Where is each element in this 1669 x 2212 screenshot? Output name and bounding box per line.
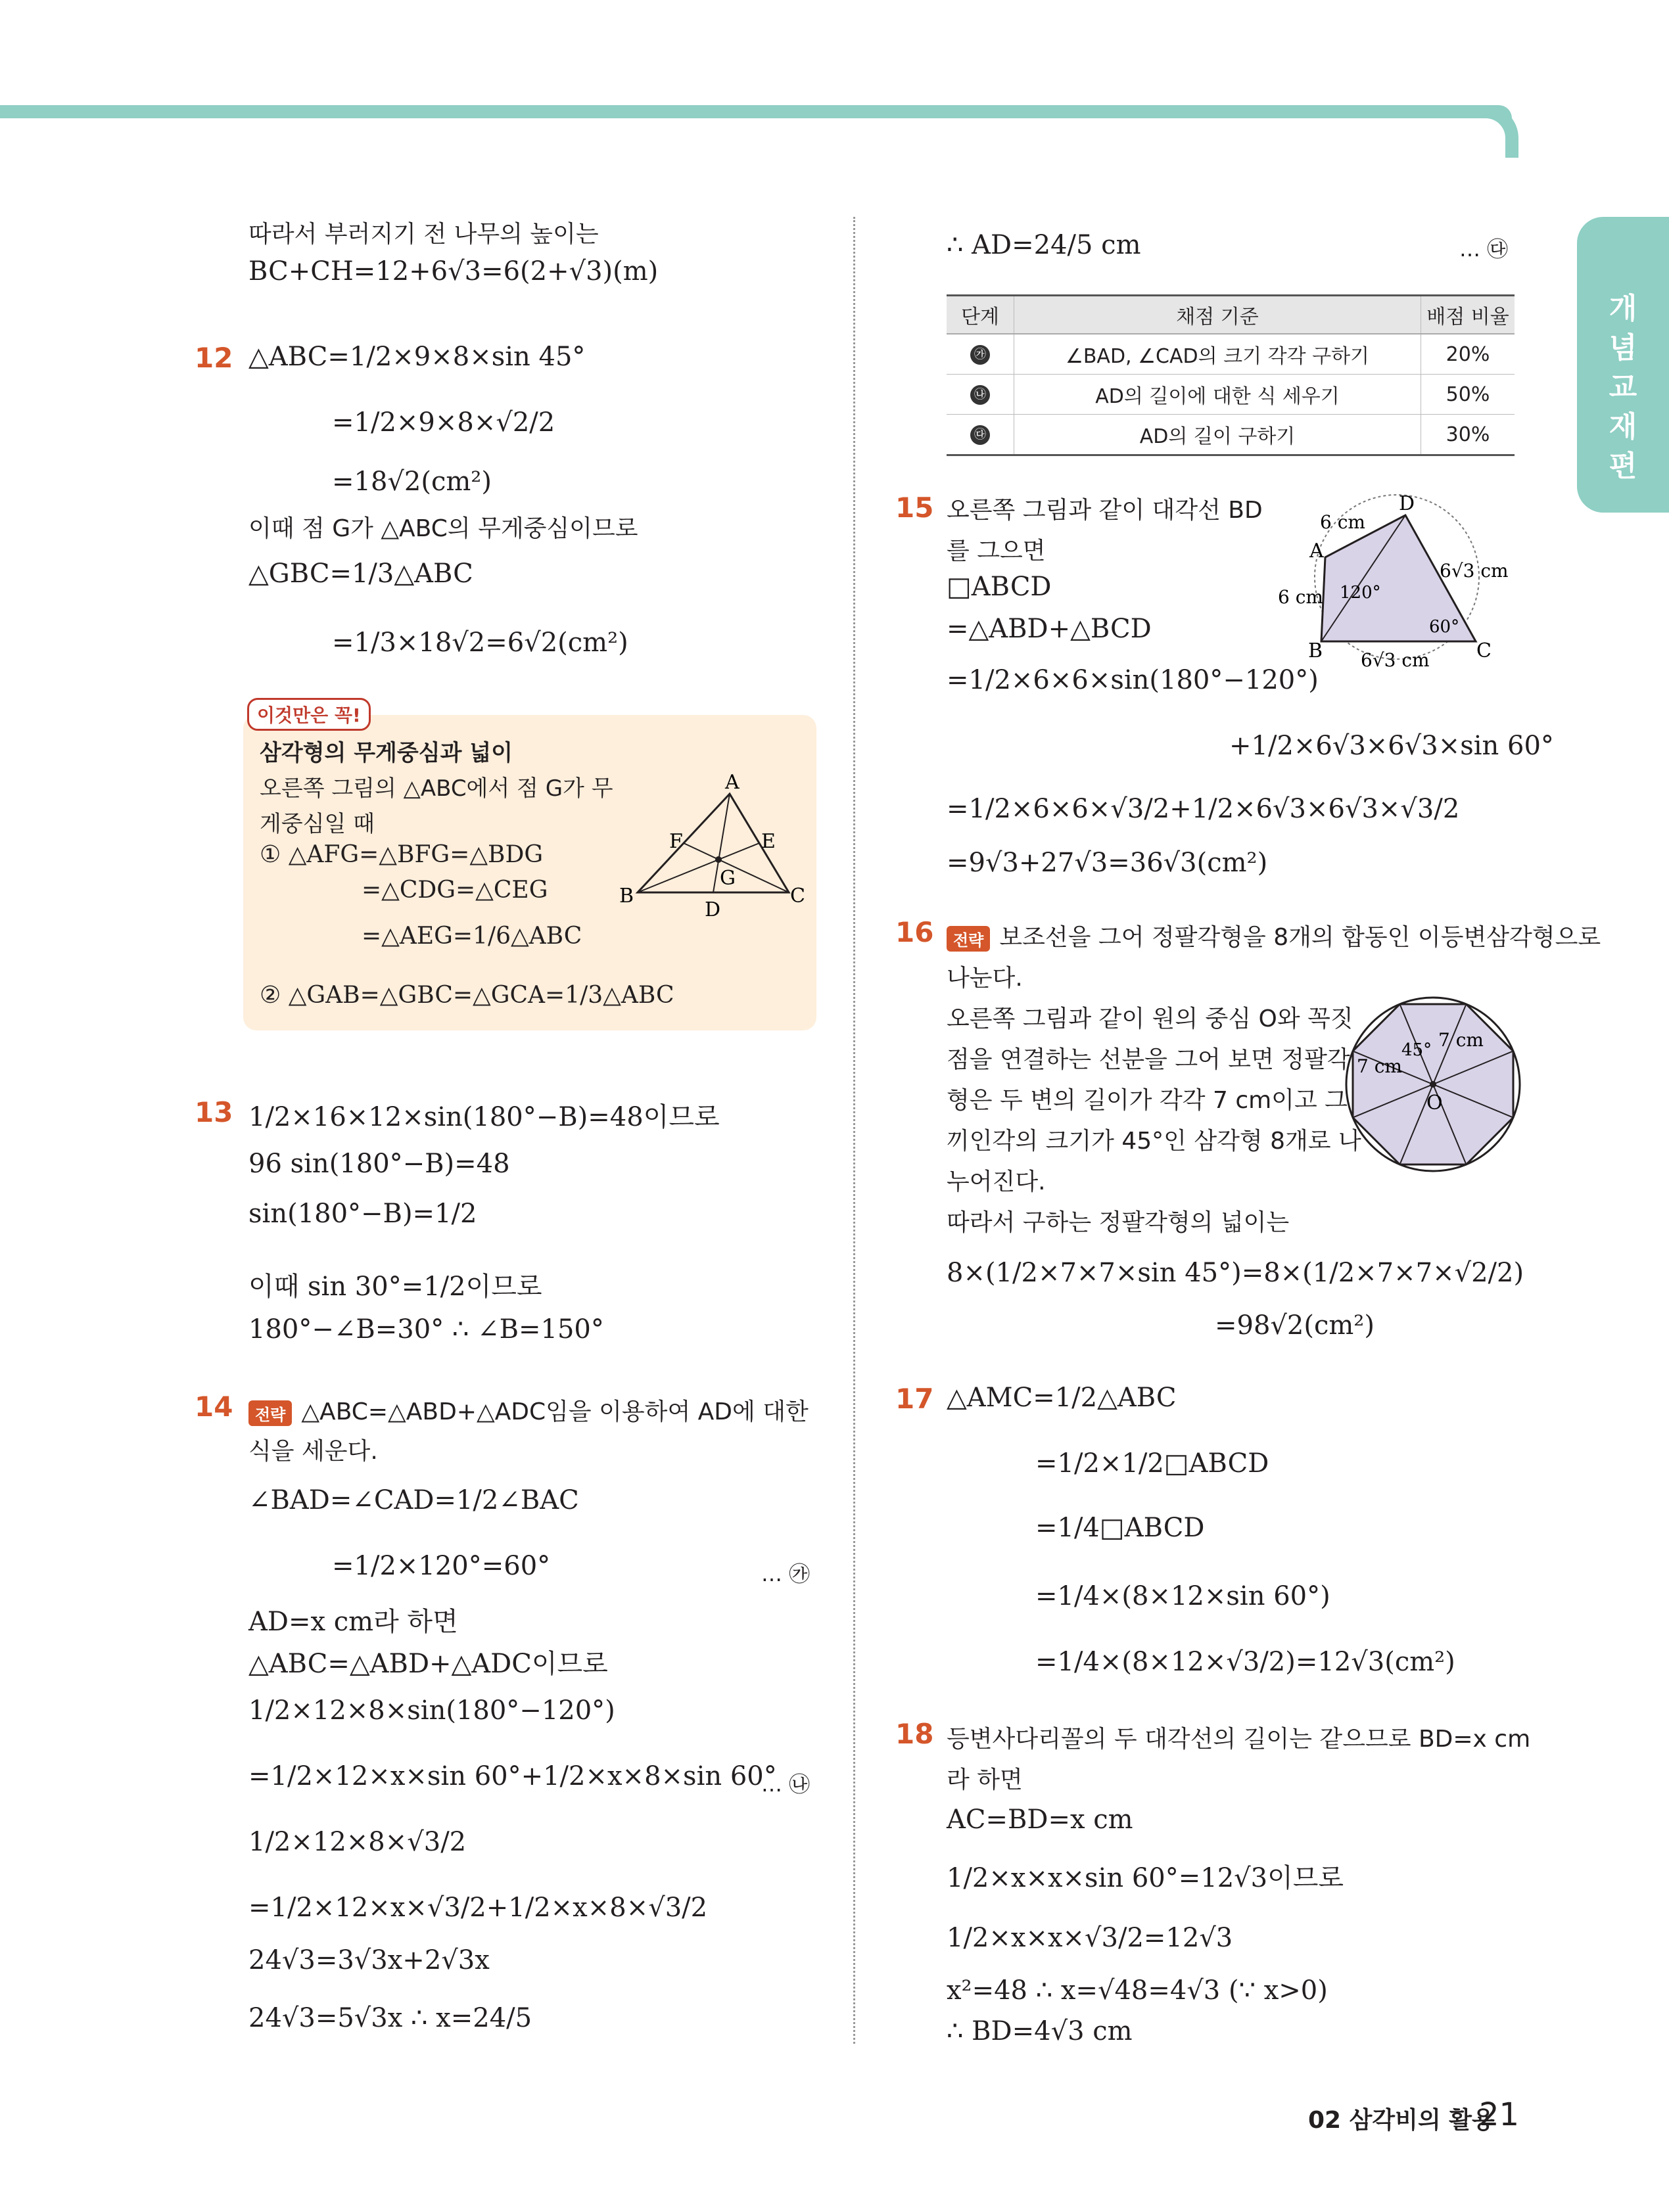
q16-line: 8×(1/2×7×7×sin 45°)=8×(1/2×7×7×√2/2) xyxy=(947,1258,1524,1288)
side-bc-label: 6√3 cm xyxy=(1361,649,1430,671)
q17-number: 17 xyxy=(895,1383,934,1415)
q17-line: △AMC=1/2△ABC xyxy=(947,1383,1177,1413)
table-row xyxy=(947,334,1515,375)
q17-line: =1/4×(8×12×√3/2)=12√3(cm²) xyxy=(1035,1647,1455,1677)
q14-line: 24√3=3√3x+2√3x xyxy=(248,1945,490,1975)
intro-line-2: BC+CH=12+6√3=6(2+√3)(m) xyxy=(248,256,659,287)
quadrilateral-figure xyxy=(1275,492,1525,676)
strategy-tag: 전략 xyxy=(248,1400,292,1426)
q16-line: 점을 연결하는 선분을 그어 보면 정팔각 xyxy=(947,1046,1350,1073)
q14-line: △ABC=△ABD+△ADC이므로 xyxy=(248,1649,608,1679)
q16-line: 형은 두 변의 길이가 각각 7 cm이고 그 xyxy=(947,1087,1348,1114)
q13-line: sin(180°−B)=1/2 xyxy=(248,1199,477,1229)
step-mark-da: … ㉰ xyxy=(1459,237,1509,262)
q16-number: 16 xyxy=(895,916,934,948)
q14-line: ∠BAD=∠CAD=1/2∠BAC xyxy=(248,1485,579,1515)
q18-number: 18 xyxy=(895,1718,934,1750)
q17-line: =1/4□ABCD xyxy=(1035,1513,1205,1543)
top-header-bar-curve xyxy=(1486,105,1518,158)
q14-number: 14 xyxy=(195,1391,233,1423)
strategy-tag: 전략 xyxy=(947,926,990,952)
table-header: 채점 기준 xyxy=(1014,296,1421,334)
label-e: E xyxy=(761,830,776,853)
step-badge: ㉰ xyxy=(970,425,990,445)
q14-line: 1/2×12×8×sin(180°−120°) xyxy=(248,1695,615,1726)
q14-line: 1/2×12×8×√3/2 xyxy=(248,1827,467,1857)
tip-box-line: ② △GAB=△GBC=△GCA=1/3△ABC xyxy=(260,982,674,1009)
q14-line: =1/2×12×x×sin 60°+1/2×x×8×sin 60° xyxy=(248,1761,777,1791)
tip-box-line: =△CDG=△CEG xyxy=(362,877,548,904)
q17-line: =1/2×1/2□ABCD xyxy=(1035,1448,1269,1479)
radius-label: 7 cm xyxy=(1438,1029,1484,1051)
q14-line: 식을 세운다. xyxy=(248,1438,378,1465)
side-section-tab xyxy=(1577,217,1669,513)
q15-line: =△ABD+△BCD xyxy=(947,614,1152,644)
q14-line: 24√3=5√3x ∴ x=24/5 xyxy=(248,2003,532,2033)
q16-line: 보조선을 그어 정팔각형을 8개의 합동인 이등변삼각형으로 xyxy=(999,924,1601,951)
tip-box-title: 삼각형의 무게중심과 넓이 xyxy=(260,740,513,766)
page-number: 21 xyxy=(1479,2096,1520,2133)
label-c: C xyxy=(1476,639,1492,662)
label-b: B xyxy=(619,885,634,908)
q15-line: 오른쪽 그림과 같이 대각선 BD xyxy=(947,497,1263,524)
label-a: A xyxy=(725,771,740,794)
table-header: 배점 비율 xyxy=(1421,296,1515,334)
q15-line: 를 그으면 xyxy=(947,538,1046,565)
tip-box-line: 게중심일 때 xyxy=(260,811,375,837)
q16-line: 끼인각의 크기가 45°인 삼각형 8개로 나 xyxy=(947,1128,1361,1155)
tip-box-line: 오른쪽 그림의 △ABC에서 점 G가 무 xyxy=(260,775,613,802)
label-d: D xyxy=(705,898,721,919)
column-divider xyxy=(853,217,855,2044)
q14-line: =1/2×120°=60° xyxy=(332,1551,551,1581)
step-mark-ga: … ㉮ xyxy=(761,1561,811,1586)
intro-line-1: 따라서 부러지기 전 나무의 높이는 xyxy=(248,221,599,248)
q12-line: △GBC=1/3△ABC xyxy=(248,559,473,589)
side-ab-label: 6 cm xyxy=(1278,586,1323,608)
table-cell: AD의 길이에 대한 식 세우기 xyxy=(1014,375,1421,415)
q18-line: x²=48 ∴ x=√48=4√3 (∵ x>0) xyxy=(947,1975,1328,2006)
label-o: O xyxy=(1426,1092,1443,1115)
label-d: D xyxy=(1399,492,1415,515)
q18-line: AC=BD=x cm xyxy=(947,1805,1133,1835)
q18-line: 1/2×x×x×√3/2=12√3 xyxy=(947,1923,1233,1953)
table-header: 단계 xyxy=(947,296,1014,334)
q16-line: 나눈다. xyxy=(947,965,1023,992)
q18-line: 라 하면 xyxy=(947,1766,1023,1793)
tip-box-tag: 이것만은 꼭! xyxy=(247,698,371,731)
label-b: B xyxy=(1308,639,1323,662)
label-a: A xyxy=(1309,540,1324,563)
top-header-bar xyxy=(0,105,1512,118)
side-cd-label: 6√3 cm xyxy=(1440,560,1509,582)
q12-line: △ABC=1/2×9×8×sin 45° xyxy=(248,342,586,372)
q12-line: =1/2×9×8×√2/2 xyxy=(332,407,555,438)
table-cell: 50% xyxy=(1421,375,1515,415)
scoring-table xyxy=(947,294,1515,456)
q16-line: 오른쪽 그림과 같이 원의 중심 O와 꼭짓 xyxy=(947,1005,1353,1032)
side-tab-label: 개념교재편 xyxy=(1609,292,1637,483)
center-o xyxy=(1430,1081,1436,1088)
q12-line: =18√2(cm²) xyxy=(332,467,492,497)
q13-number: 13 xyxy=(195,1096,233,1128)
q15-line: =9√3+27√3=36√3(cm²) xyxy=(947,848,1268,878)
q15-line: =1/2×6×6×√3/2+1/2×6√3×6√3×√3/2 xyxy=(947,794,1460,824)
table-cell: 30% xyxy=(1421,415,1515,455)
q16-line: 누어진다. xyxy=(947,1168,1046,1195)
q14-line: △ABC=△ABD+△ADC임을 이용하여 AD에 대한 xyxy=(301,1398,809,1425)
tip-box-line: ① △AFG=△BFG=△BDG xyxy=(260,841,544,868)
tip-box-line: =△AEG=1/6△ABC xyxy=(362,923,582,950)
octagon-figure xyxy=(1341,992,1525,1176)
table-cell: AD의 길이 구하기 xyxy=(1014,415,1421,455)
q13-line: 이때 sin 30°=1/2이므로 xyxy=(248,1272,542,1302)
table-row xyxy=(947,415,1515,455)
q16-line: 따라서 구하는 정팔각형의 넓이는 xyxy=(947,1209,1290,1236)
q15-line: □ABCD xyxy=(947,572,1052,602)
q12-line: 이때 점 G가 △ABC의 무게중심이므로 xyxy=(248,515,638,542)
q13-line: 96 sin(180°−B)=48 xyxy=(248,1149,510,1179)
q14-conclusion: ∴ AD=24/5 cm xyxy=(947,230,1141,260)
q13-line: 180°−∠B=30° ∴ ∠B=150° xyxy=(248,1314,604,1345)
step-mark-na: … ㉯ xyxy=(761,1772,811,1797)
q18-line: ∴ BD=4√3 cm xyxy=(947,2016,1133,2046)
q17-line: =1/4×(8×12×sin 60°) xyxy=(1035,1581,1330,1611)
q18-line: 등변사다리꼴의 두 대각선의 길이는 같으므로 BD=x cm xyxy=(947,1726,1531,1753)
q15-line: =1/2×6×6×sin(180°−120°) xyxy=(947,665,1319,695)
table-row xyxy=(947,375,1515,415)
label-f: F xyxy=(669,830,683,853)
angle-label: 45° xyxy=(1401,1040,1432,1060)
q15-line: +1/2×6√3×6√3×sin 60° xyxy=(1229,731,1554,761)
radius-label: 7 cm xyxy=(1357,1055,1402,1077)
q16-line: =98√2(cm²) xyxy=(1215,1310,1375,1341)
q18-line: 1/2×x×x×sin 60°=12√3이므로 xyxy=(947,1863,1344,1893)
table-cell: ∠BAD, ∠CAD의 크기 각각 구하기 xyxy=(1014,334,1421,375)
angle-a-label: 120° xyxy=(1340,583,1381,603)
footer-chapter: 02 삼각비의 활용 xyxy=(1308,2107,1495,2134)
table-cell: 20% xyxy=(1421,334,1515,375)
q12-number: 12 xyxy=(195,342,233,374)
step-badge: ㉯ xyxy=(970,385,990,405)
q15-number: 15 xyxy=(895,492,934,524)
centroid-point xyxy=(715,856,722,863)
step-badge: ㉮ xyxy=(970,345,990,365)
label-g: G xyxy=(720,867,736,890)
label-c: C xyxy=(790,885,805,908)
centroid-figure xyxy=(618,768,809,919)
side-ad-label: 6 cm xyxy=(1320,511,1365,533)
angle-c-label: 60° xyxy=(1429,617,1460,637)
q13-line: 1/2×16×12×sin(180°−B)=48이므로 xyxy=(248,1102,720,1132)
q14-line: AD=x cm라 하면 xyxy=(248,1607,458,1637)
q14-line: =1/2×12×x×√3/2+1/2×x×8×√3/2 xyxy=(248,1893,708,1923)
q12-line: =1/3×18√2=6√2(cm²) xyxy=(332,628,628,658)
